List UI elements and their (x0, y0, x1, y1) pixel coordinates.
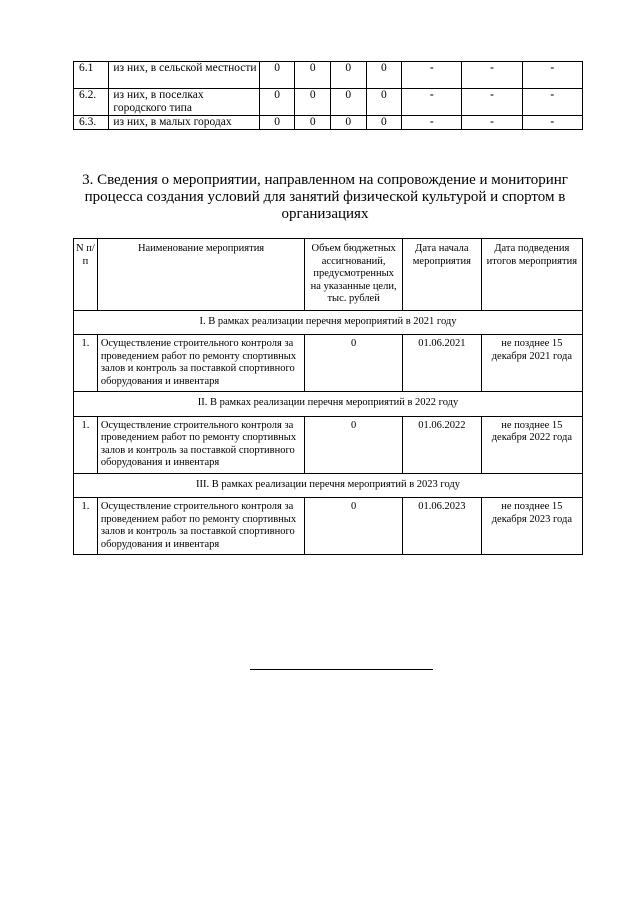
event-volume: 0 (305, 416, 403, 473)
value-cell: 0 (366, 62, 402, 89)
row-name: из них, в малых городах (109, 116, 259, 130)
row-name: из них, в сельской местности (109, 62, 259, 89)
table-row (74, 416, 583, 473)
event-name: Осуществление строительного контроля за проведением работ по ремонту спортивных залов и контроль за поставкой спортивного оборудования и инвентаря (97, 335, 304, 392)
event-name: Осуществление строительного контроля за проведением работ по ремонту спортивных залов и контроль за поставкой спортивного оборудования и инвентаря (97, 416, 304, 473)
row-number: 6.2. (74, 89, 109, 116)
top-table (73, 61, 583, 130)
event-end: не позднее 15 декабря 2022 года (481, 416, 582, 473)
row-number: 1. (74, 335, 98, 392)
dash-cell: - (462, 89, 522, 116)
dash-cell: - (402, 89, 462, 116)
events-table (73, 238, 583, 555)
value-cell: 0 (259, 62, 295, 89)
col-header-start: Дата начала мероприятия (403, 239, 482, 311)
row-name: из них, в поселках городского типа (109, 89, 259, 116)
group-title: I. В рамках реализации перечня мероприятий в 2021 году (74, 310, 583, 335)
group-row (74, 473, 583, 498)
group-row (74, 310, 583, 335)
event-start: 01.06.2022 (403, 416, 482, 473)
row-number: 1. (74, 498, 98, 555)
dash-cell: - (522, 89, 582, 116)
event-name: Осуществление строительного контроля за проведением работ по ремонту спортивных залов и контроль за поставкой спортивного оборудования и инвентаря (97, 498, 304, 555)
value-cell: 0 (366, 116, 402, 130)
value-cell: 0 (259, 89, 295, 116)
group-title: III. В рамках реализации перечня мероприятий в 2023 году (74, 473, 583, 498)
event-volume: 0 (305, 498, 403, 555)
value-cell: 0 (366, 89, 402, 116)
dash-cell: - (402, 62, 462, 89)
value-cell: 0 (331, 116, 367, 130)
event-start: 01.06.2021 (403, 335, 482, 392)
dash-cell: - (522, 116, 582, 130)
closing-divider (250, 669, 433, 670)
table-row (74, 498, 583, 555)
col-header-name: Наименование мероприятия (97, 239, 304, 311)
event-volume: 0 (305, 335, 403, 392)
value-cell: 0 (331, 62, 367, 89)
table-row (74, 335, 583, 392)
col-header-num: N п/п (74, 239, 98, 311)
value-cell: 0 (295, 89, 331, 116)
table-row (74, 116, 583, 130)
row-number: 1. (74, 416, 98, 473)
event-start: 01.06.2023 (403, 498, 482, 555)
header-row (74, 239, 583, 311)
value-cell: 0 (295, 116, 331, 130)
row-number: 6.3. (74, 116, 109, 130)
dash-cell: - (402, 116, 462, 130)
col-header-volume: Объем бюджетных ассигнований, предусмотренных на указанные цели, тыс. рублей (305, 239, 403, 311)
dash-cell: - (522, 62, 582, 89)
group-title: II. В рамках реализации перечня мероприятий в 2022 году (74, 392, 583, 417)
value-cell: 0 (295, 62, 331, 89)
dash-cell: - (462, 62, 522, 89)
dash-cell: - (462, 116, 522, 130)
row-number: 6.1 (74, 62, 109, 89)
col-header-end: Дата подведения итогов мероприятия (481, 239, 582, 311)
table-row (74, 62, 583, 89)
event-end: не позднее 15 декабря 2023 года (481, 498, 582, 555)
table-row (74, 89, 583, 116)
value-cell: 0 (259, 116, 295, 130)
group-row (74, 392, 583, 417)
event-end: не позднее 15 декабря 2021 года (481, 335, 582, 392)
value-cell: 0 (331, 89, 367, 116)
section-heading: 3. Сведения о мероприятии, направленном на сопровождение и мониторинг процесса создания условий для занятий физической культурой и спортом в организациях (82, 172, 568, 222)
